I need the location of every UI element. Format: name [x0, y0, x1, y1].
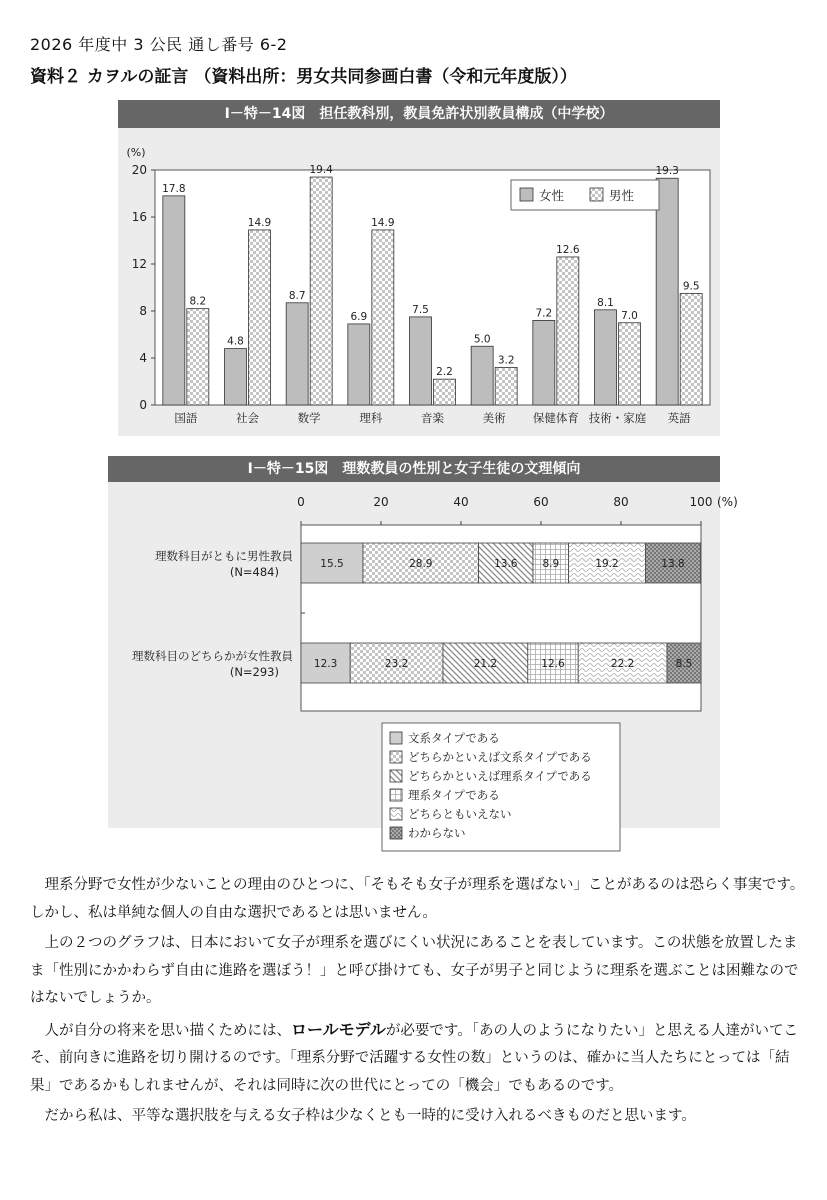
chart1-data-label: 7.0 [621, 309, 638, 322]
chart1-x-tick-label: 数学 [297, 411, 321, 425]
chart1-bar [557, 257, 579, 405]
chart1-data-label: 4.8 [227, 335, 244, 348]
paragraph-2: 上の２つのグラフは、日本において女子が理系を選びにくい状況にあることを表しています。この状態を放置したまま「性別にかかわらず自由に進路を選ぼう！」と呼び掛けても、女子が男子と同じように理系を選ぶことは困難なのではないでしょうか。 [30, 935, 799, 1006]
chart2-x-tick-label: 100 [689, 495, 713, 509]
chart1-svg [118, 128, 720, 436]
chart2-svg [108, 482, 738, 840]
chart1-data-label: 19.3 [655, 165, 679, 178]
chart1-bar [495, 367, 517, 405]
chart1-x-tick-label: 理科 [359, 411, 383, 425]
chart1-legend-label: 男性 [609, 188, 635, 203]
document-title: 資料２ カヲルの証言 （資料出所：男女共同参画白書（令和元年度版）） [30, 67, 577, 87]
chart2-title: Ⅰ－特－15図 理数教員の性別と女子生徒の文理傾向 [108, 456, 720, 482]
chart1-bar [310, 177, 332, 405]
document-meta-line: 2026 年度中 3 公民 通し番号 6-2 [30, 35, 288, 54]
chart1-bar [434, 379, 456, 405]
chart2-legend-label: わからない [408, 826, 466, 840]
chart1-title: Ⅰ－特－14図 担任教科別，教員免許状別教員構成（中学校） [118, 100, 720, 128]
chart1-y-tick-label: 20 [131, 163, 147, 177]
chart1-legend [511, 180, 659, 210]
chart1-data-label: 8.1 [597, 296, 614, 309]
chart1-x-tick-label: 音楽 [421, 411, 444, 425]
chart1-x-tick-label: 国語 [174, 411, 198, 425]
chart1-x-tick-label: 技術・家庭 [588, 411, 647, 425]
chart2-row-count: (N=293) [229, 665, 279, 679]
chart2-legend-swatch [390, 808, 402, 820]
chart2-data-label: 12.6 [541, 658, 565, 670]
chart1-x-tick-label: 社会 [236, 411, 259, 425]
chart2-data-label: 12.3 [313, 658, 338, 670]
chart1-data-label: 6.9 [350, 310, 368, 323]
chart2-legend-swatch [390, 732, 402, 744]
role-model-emphasis: ロールモデル [291, 1019, 386, 1039]
chart1-data-label: 17.8 [162, 182, 186, 195]
chart1-data-label: 12.6 [556, 243, 580, 256]
chart2-legend-swatch [390, 751, 402, 763]
chart2-legend-label: 理系タイプである [408, 788, 500, 802]
chart2-legend-label: どちらかといえば文系タイプである [408, 750, 592, 764]
chart2-data-label: 22.2 [610, 658, 635, 670]
chart2-data-label: 8.9 [542, 558, 560, 570]
chart1-bar [187, 309, 209, 405]
chart1-data-label: 19.4 [309, 164, 333, 177]
chart2-legend-swatch [390, 827, 402, 839]
chart2-legend-label: どちらともいえない [408, 807, 512, 821]
chart2-data-label: 8.5 [675, 658, 693, 670]
chart1-legend-label: 女性 [539, 188, 565, 203]
chart1-bar [372, 230, 394, 405]
chart1-y-tick-label: 8 [139, 304, 147, 318]
chart2-legend-label: どちらかといえば理系タイプである [408, 769, 592, 783]
chart1-bar [163, 196, 185, 405]
paragraph-3 [30, 1016, 805, 1101]
chart1-data-label: 14.9 [371, 216, 395, 229]
chart1-x-tick-label: 保健体育 [532, 411, 579, 425]
chart2-legend [382, 723, 620, 851]
chart1-bar [471, 346, 493, 405]
chart2-x-tick-label: 0 [297, 495, 305, 509]
chart1-data-label: 8.7 [288, 289, 306, 302]
paragraph-1: 理系分野で女性が少ないことの理由のひとつに、「そもそも女子が理系を選ばない」ことがあるのは恐らく事実です。しかし、私は単純な個人の自由な選択であるとは思いません。 [30, 877, 805, 921]
chart1-bar [533, 320, 555, 405]
chart2-x-tick-label: 60 [533, 495, 549, 509]
chart1-panel [118, 100, 720, 436]
chart1-bar [619, 323, 641, 405]
chart2-data-label: 21.2 [473, 658, 498, 670]
paragraph-3-end: が必要です。「あの人のようになりたい」と思える人達がいてこそ、前向きに進路を切り開けるのです。「理系分野で活躍する女性の数」というのは、確かに当人たちにとっては「結果」であるかもしれませんが、それは同時に次の世代にとっての「機会」でもあるのです。 [30, 1022, 798, 1094]
chart1-data-label: 7.5 [412, 303, 429, 316]
chart2-x-unit: (%) [717, 495, 738, 509]
chart1-y-unit: (%) [126, 146, 146, 159]
chart2-row-label: 理数科目がともに男性教員 [155, 549, 293, 563]
chart1-data-label: 3.2 [497, 354, 515, 367]
chart2-data-label: 13.6 [494, 558, 518, 570]
chart1-legend-swatch [590, 188, 603, 201]
chart1-bar [249, 230, 271, 405]
chart1-x-tick-label: 英語 [667, 411, 691, 425]
chart2-row-label: 理数科目のどちらかが女性教員 [132, 649, 293, 663]
paragraph-3-start: 人が自分の将来を思い描くためには、 [44, 1022, 291, 1039]
chart1-bar [348, 324, 370, 405]
chart1-y-tick-label: 4 [139, 351, 147, 365]
chart2-x-tick-label: 20 [373, 495, 389, 509]
chart1-bar [410, 317, 432, 405]
chart1-y-tick-label: 12 [131, 257, 147, 271]
chart1-bar [680, 293, 702, 405]
chart1-bar [656, 178, 678, 405]
chart1-bar [225, 349, 247, 405]
chart1-legend-swatch [520, 188, 533, 201]
chart2-data-label: 19.2 [595, 558, 619, 570]
chart2-data-label: 13.8 [661, 558, 685, 570]
chart2-x-tick-label: 80 [613, 495, 629, 509]
chart2-legend-label: 文系タイプである [408, 731, 500, 745]
chart2-data-label: 23.2 [384, 658, 409, 670]
chart2-row-count: (N=484) [229, 565, 279, 579]
chart1-y-tick-label: 16 [131, 210, 147, 224]
chart1-data-label: 8.2 [189, 295, 207, 308]
chart2-data-label: 28.9 [409, 558, 433, 570]
chart1-data-label: 9.5 [682, 280, 700, 293]
chart1-bar [286, 303, 308, 405]
chart2-legend-swatch [390, 789, 402, 801]
chart2-legend-swatch [390, 770, 402, 782]
chart1-x-tick-label: 美術 [482, 411, 506, 425]
chart1-y-tick-label: 0 [139, 398, 147, 412]
chart1-data-label: 5.0 [473, 333, 491, 346]
chart1-data-label: 14.9 [247, 216, 272, 229]
paragraph-4: だから私は、平等な選択肢を与える女子枠は少なくとも一時的に受け入れるべきものだと思います。 [44, 1108, 696, 1124]
chart1-bar [595, 310, 617, 405]
chart2-x-tick-label: 40 [453, 495, 469, 509]
chart1-data-label: 7.2 [535, 307, 553, 320]
chart2-data-label: 15.5 [320, 558, 344, 570]
chart2-panel [108, 456, 738, 840]
body-text [30, 872, 805, 1134]
chart1-data-label: 2.2 [436, 366, 453, 379]
